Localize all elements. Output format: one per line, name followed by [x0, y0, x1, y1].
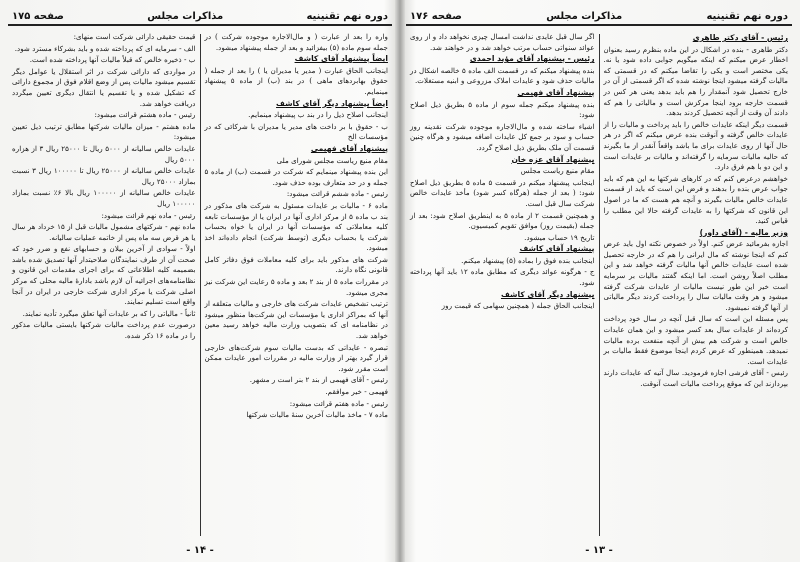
paragraph: تاریخ ۱۹ حساب میشود.	[524, 232, 595, 242]
right-page-number: صفحه ۱۷۶	[410, 10, 462, 22]
paragraph: ماده ۷ - ماخذ مالیات آخرین سنهٔ مالیات شرکتها	[246, 410, 388, 420]
paragraph: مقام منیع ریاست مجلس	[520, 166, 595, 176]
paragraph: رئیس - ماده هفتم قرائت میشود:	[289, 398, 388, 408]
paragraph: اولاً - سوادی از آخرین بیلان و حسابهای نفع و ضرر خود که صحت آن از طرف نمایندگان صلاحیتدار آنها تصدیق شده باشد بضمیمه کلیه اطلاعاتی که برای اجرای مقدمات این قانون و نظامنامه‌های اجرائیه آن لازم باشد بادارهٔ مالیه محلی که مرکز اصلی شرکت یا مرکز اداری شرکت خارجی در ایران در آنجا واقع است تسلیم نمایند.	[12, 244, 196, 307]
paragraph: بنده پیشنهاد میکنم که در قسمت الف ماده ۵ خالصه اشکال در مالیات حذف شود و عایدات املاک مزروعی و ابنیه مستغلات.	[410, 65, 595, 86]
section-heading: وزیر مالیه - (آقای داور)	[699, 227, 788, 237]
right-page-title: مذاکرات مجلس	[546, 10, 623, 22]
paragraph: ج - هرگونه عوائد دیگری که مطابق ماده ۱۲ باید آنها پرداخته شود.	[410, 267, 595, 288]
paragraph: اگر سال قبل عایدی نداشت امسال چیزی نخواهد داد و از روی عوائد سنواتی حساب مرتب خواهد شد و در خواهند شد.	[410, 32, 595, 52]
paragraph: تبصره - عایداتی که بدست مالیات سوم شرکت‌های خارجی قرار گیرد بهتر از وزارت مالیه در مقررات امور عایدات ممکن است مقرر شود.	[204, 342, 388, 373]
paragraph: درصورت عدم پرداخت مالیات شرکتها بایستی مالیات مذکور را در ماده ۱۶ ذکر شده.	[12, 320, 196, 341]
section-heading: رئیس - پیشنهاد آقای مؤید احمدی	[469, 54, 595, 64]
paragraph: قسمت دیگر اینکه عایدات خالص را باید پرداخت و مالیات را از عایدات خالص گرفته و آنوقت بنده عرض میکنم که اگر در هر حال آنها از روی عایدات برای ما باشد واقعاً آنقدر از ما بگیرند که حالیه مالیات سرمایه را گرفته‌اند و مالیات بر عایدات است و این دو با هم فرق دارد.	[603, 119, 788, 172]
left-session-label: دوره نهم تقنینیه	[306, 10, 388, 22]
right-page-column-left	[406, 32, 599, 538]
left-page	[8, 8, 392, 558]
paragraph: رئیس - آقای فرشی اجازه فرمودید. سال آتیه که عایدات دارند بپردازند این که موقع پرداخت مالیات است آنوقت.	[603, 368, 788, 388]
book-gutter	[395, 0, 405, 562]
paragraph: اینجانب اصلاح ذیل را در بند ب پیشنهاد مینمایم.	[248, 110, 388, 120]
left-page-number: صفحه ۱۷۵	[12, 10, 64, 22]
paragraph: ماده نهم - شرکتهای مشمول مالیات قبل از ۱۵ خرداد هر سال یا هر قرض سه ماه پس از خاتمه عملیات سالیانه.	[12, 222, 196, 242]
paragraph: مقام منیع ریاست مجلس شورای ملی	[276, 155, 388, 165]
section-heading: ایضاً پیشنهاد آقای کاشف	[294, 54, 388, 64]
paragraph: عایدات خالص سالیانه از ۵۰۰۰ ریال تا ۲۵۰۰۰ ریال ۳ از هزاره ۵۰۰۰ ریال	[12, 143, 196, 164]
paragraph: خواهشم درعرض کنم که در کارهای شرکتها به این هم که باید جواب عرض بنده را بدهند و فرض این است که باید از قسمت عایدات خالص مالیات بگیرند و آنچه هم هست که ما در اصول این قانون که شرکتها را به عایدات گرفته حالا این مطلب را قیاس کنید.	[603, 173, 788, 226]
right-session-label: دوره نهم تقنینیه	[706, 10, 788, 22]
paragraph: ب - ذخیره خالص که قبلاً مالیات آنها پرداخته شده است.	[29, 55, 196, 65]
paragraph: واره را بعد از عبارت ( و مال‌الاجاره موجوده شرکت ) در جمله سوم ماده (۵) بیفزائید و بعد از جمله پیشنهاد میشود.	[204, 32, 388, 52]
paragraph: عایدات خالص سالیانه از ۱۰۰۰۰۰ ریال بالا ۶٪ نسبت بمازاد ۱۰۰۰۰۰ ریال	[12, 188, 196, 208]
right-page-columns	[406, 32, 792, 538]
section-heading: رئیس - آقای دکتر طاهری	[692, 33, 788, 42]
column-divider	[200, 34, 201, 536]
paragraph: ماده ۶ - مالیات بر عایدات مسئول به شرکت های مذکور در بند ب ماده ۵ از مرکز اداری آنها در ایران یا از مؤسسات تابعه کلیه معاملاتی که مؤسسات آنها در ایران یا خواه بحساب شرکت یا بحساب دیگری (توسط شرکت) انجام داده‌اند اخذ میشود.	[204, 200, 388, 253]
left-page-header	[8, 8, 392, 26]
right-page-column-right	[600, 32, 793, 538]
left-page-column-right	[201, 32, 393, 538]
paragraph: قیمت حقیقی دارائی شرکت است منهای:	[73, 32, 196, 41]
paragraph: الف - سرمایه ای که پرداخته شده و باید بشرکاء مسترد شود.	[14, 43, 196, 53]
paragraph: اینجانب الحاق عبارت ( مدیر یا مدیران یا ) را بعد از جمله ( حقوق بهابردهای ماهی ) در بند (ب) از ماده ۵ پیشنهاد مینمایم.	[204, 65, 388, 96]
paragraph: و همچنین قسمت ۲ از ماده ۵ به اینطریق اصلاح شود: بعد از جمله (بقیمت روز) موافق تقویم کمیسیون.	[410, 210, 595, 231]
right-page	[406, 8, 792, 558]
paragraph: رئیس - ماده ششم قرائت میشود:	[286, 189, 388, 199]
right-page-header	[406, 8, 792, 26]
paragraph: دکتر طاهری - بنده در اشکال در این ماده بنظرم رسید بعنوان اخطار عرض میکنم که اینکه میگویم جوابی داده شود یا نه. یکی مختصر است و یکی را تقاضا میکنم که در قسمتی که مالیات گرفته میشود اینجا نوشته شده که اگر قسمتی از آن در خارج تحصیل شود آنمقدار را هم باید بدهد یعنی هر کس در قسمت خارجه برود اینجا مرکزش است و مالیاتی را هم که دادند آن وقت از آنچه تحصیل کردند بدهد.	[603, 44, 788, 118]
paragraph: در مقررات ماده ۵ از بند ۲ بعد و ماده ۵ رعایت این شرکت نیز مجری میشود.	[204, 277, 389, 297]
left-page-column-left	[8, 32, 200, 538]
paragraph: ثانیاً - مالیاتی را که بر عایدات آنها تعلق میگیرد تأدیه نمایند.	[22, 308, 196, 318]
paragraph: رئیس - آقای فهیمی از بند ۲ بنر است ر مشهر.	[249, 375, 388, 385]
paragraph: رئیس - ماده نهم قرائت میشود:	[101, 210, 196, 220]
paragraph: عایدات خالص سالیانه از ۲۵۰۰۰ ریال تا ۱۰۰۰۰۰ ریال ۳ نسبت بمازاد ۲۵۰۰۰ ریال	[12, 166, 196, 186]
left-page-columns	[8, 32, 392, 538]
paragraph: در مواردی که دارائی شرکت در اثر استقلال یا عوامل دیگر تقسیم میشود مالیات پس از وضع اقلام فوق از مجموع دارائی که تشکیل شده و یا تقسیم یا انتقال دیگری تعیین میگردد دریافت خواهد شد.	[12, 66, 196, 108]
paragraph: اینجانب الحاق جمله ( همچنین سهامی که قیمت روز	[441, 301, 595, 311]
left-page-title: مذاکرات مجلس	[147, 10, 224, 22]
section-heading: پیشنهاد آقای فهیمی	[517, 87, 595, 97]
paragraph: این بنده پیشنهاد مینمایم که شرکت در قسمت (ب) از ماده ۵ جمله و در حد متعارف بوده حذف شود.	[204, 167, 388, 187]
paragraph: ترتیب تشخیص عایدات شرکت های خارجی و مالیات متعلقه از آنها که بمراکز اداری یا مؤسسات این شرکت‌ها منظور میشود در نظامنامه ای که بتصویب وزارت مالیه خواهد رسید معین خواهد شد.	[204, 299, 388, 341]
paragraph: اینجانب بنده فوق را بماده (۵) پیشنهاد میکنم.	[461, 255, 595, 265]
section-heading: پیشنهاد آقای عزه خان	[511, 154, 595, 164]
paragraph: پس مسئله این است که سال قبل آنچه در سال خود پرداخت کرده‌اند از عایدات سال بعد کسر میشود و این همان عایدات خالص است و شرکت هم بیش از آنچه منفعت برده مالیات نمیدهد. همینطور که عرض کردم اینجا موضوع فقط مالیات بر عایدات است.	[603, 314, 788, 366]
right-page-footer-number: - ۱۳ -	[585, 545, 613, 556]
paragraph: فهیمی - خیر موافقم.	[325, 387, 388, 396]
section-heading: پیشنهاد آقای کاشف	[519, 244, 595, 254]
section-heading: پیشنهاد آقای فهیمی	[310, 143, 388, 153]
paragraph: اینجانب پیشنهاد میکنم در قسمت ۵ ماده ۵ بطریق ذیل اصلاح شود: ( بعد از جمله (هرگاه کسر شود) مأخذ عایدات خالص شرکت سال قبل است.	[410, 177, 595, 208]
paragraph: ب - حقوق با بر داخت های مدیر یا مدیران با شرکائی که در مؤسسات الخ	[204, 121, 388, 142]
paragraph: ماده هشتم - میزان مالیات شرکتها مطابق ترتیب ذیل تعیین میشود:	[12, 121, 196, 142]
left-page-footer-number: - ۱۴ -	[186, 545, 214, 556]
paragraph: رئیس - ماده هشتم قرائت میشود:	[94, 110, 196, 120]
paragraph: اشیاء ساخته شده و مال‌الاجاره موجوده شرکت نقدینه روز حساب و سود بر جمع کل عایدات اضافه میشود و هرگاه چنین قسمت آن ملک بطریق ذیل اصلاح گردد.	[410, 121, 595, 152]
paragraph: شرکت های مذکور باید برای کلیه معاملات فوق دفاتر کامل قانونی نگاه دارند.	[204, 254, 388, 275]
column-divider	[599, 34, 600, 536]
section-heading: ایضاً پیشنهاد دیگر آقای کاشف	[276, 98, 388, 108]
paragraph: اجازه بفرمائید عرض کنم. اولاً در خصوص نکته اول باید عرض کنم که اینجا نوشته که مال ایرانی را هم که در خارجه تحصیل شده است عایدات خالص آنها مالیات گرفته خواهد شد و این مطلب اصلاً روشن است. اما اینکه گفتند مالیات بر سرمایه است خیر این طور نیست مالیات از عایدات شرکت گرفته میشود و هر وقت مالیات سال را پرداخت کردند دیگر مالیاتی از آنها گرفته نمیشود.	[603, 239, 788, 312]
paragraph: بنده پیشنهاد میکنم جمله سوم از ماده ۵ بطریق ذیل اصلاح شود:	[410, 99, 595, 120]
section-heading: پیشنهاد دیگر آقای کاشف	[500, 289, 595, 299]
